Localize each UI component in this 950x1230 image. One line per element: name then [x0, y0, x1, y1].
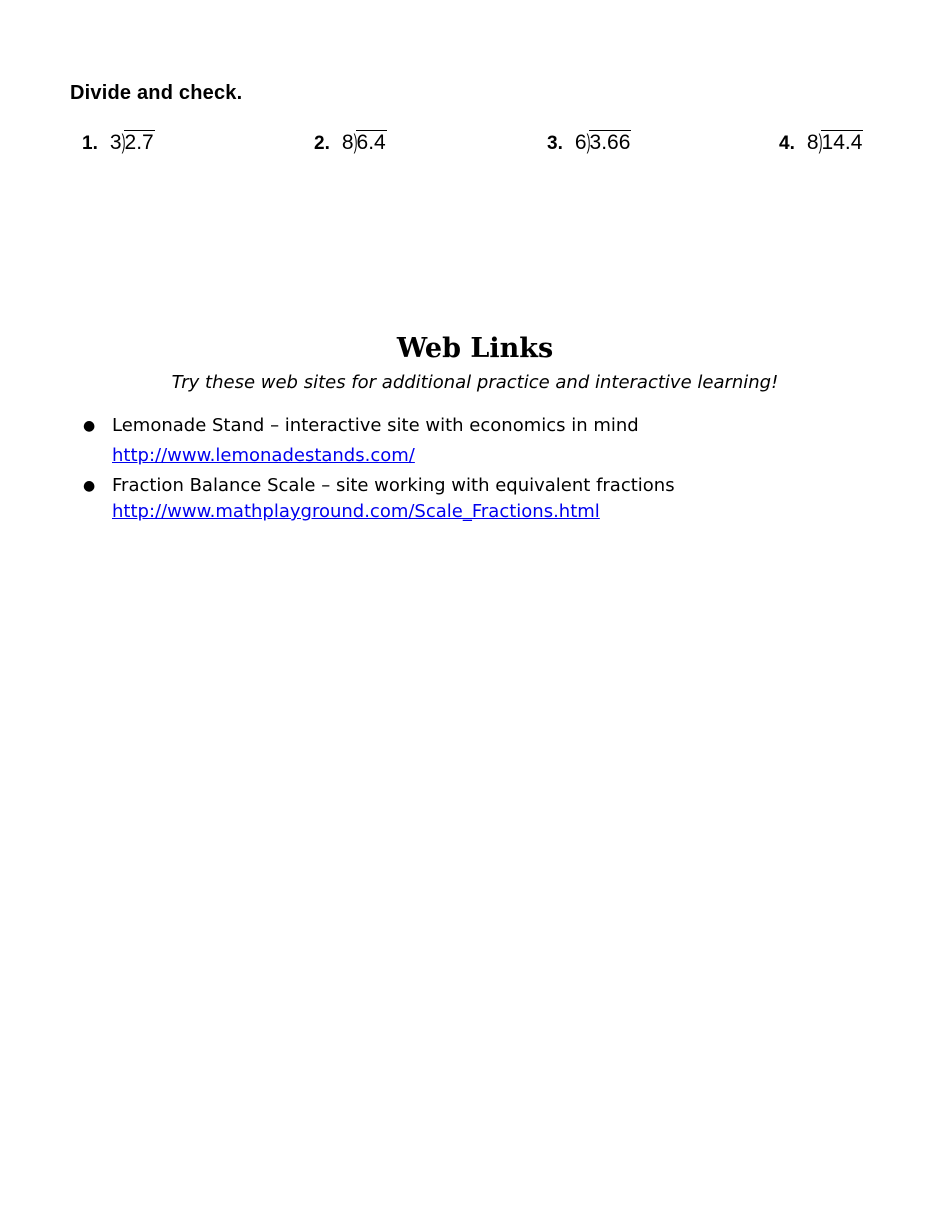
problem-dividend: 3.66 — [589, 131, 631, 154]
problem-number: 1. — [82, 133, 98, 154]
problem-dividend: 6.4 — [356, 131, 386, 154]
web-link-url[interactable]: http://www.lemonadestands.com/ — [112, 445, 415, 466]
division-bracket: ) — [586, 131, 590, 154]
web-link-item — [82, 412, 675, 472]
problem-divisor: 3 — [109, 131, 122, 154]
problem-divisor: 8 — [341, 131, 354, 154]
division-problem-3 — [547, 130, 631, 160]
web-link-item — [82, 472, 675, 524]
web-links-subtitle: Try these web sites for additional practice and interactive learning! — [171, 372, 779, 393]
problem-number: 3. — [547, 133, 563, 154]
division-bracket: ) — [121, 131, 125, 154]
web-link-url[interactable]: http://www.mathplayground.com/Scale_Fractions.html — [112, 501, 600, 522]
bullet-icon: ● — [83, 418, 96, 434]
problem-divisor: 8 — [806, 131, 819, 154]
division-bracket: ) — [353, 131, 357, 154]
problem-divisor: 6 — [574, 131, 587, 154]
exercise-instruction: Divide and check. — [70, 82, 243, 104]
division-bracket: ) — [818, 131, 822, 154]
problem-number: 2. — [314, 133, 330, 154]
division-problem-4 — [779, 130, 863, 160]
web-links-list — [82, 412, 675, 524]
problem-dividend: 14.4 — [821, 131, 863, 154]
web-link-description: Lemonade Stand – interactive site with economics in mind — [112, 415, 639, 436]
problem-number: 4. — [779, 133, 795, 154]
web-links-title: Web Links — [396, 333, 554, 364]
problem-dividend: 2.7 — [124, 131, 154, 154]
web-link-description: Fraction Balance Scale – site working with equivalent fractions — [112, 475, 675, 496]
division-problem-1 — [82, 130, 155, 160]
bullet-icon: ● — [83, 478, 96, 494]
division-problem-2 — [314, 130, 387, 160]
